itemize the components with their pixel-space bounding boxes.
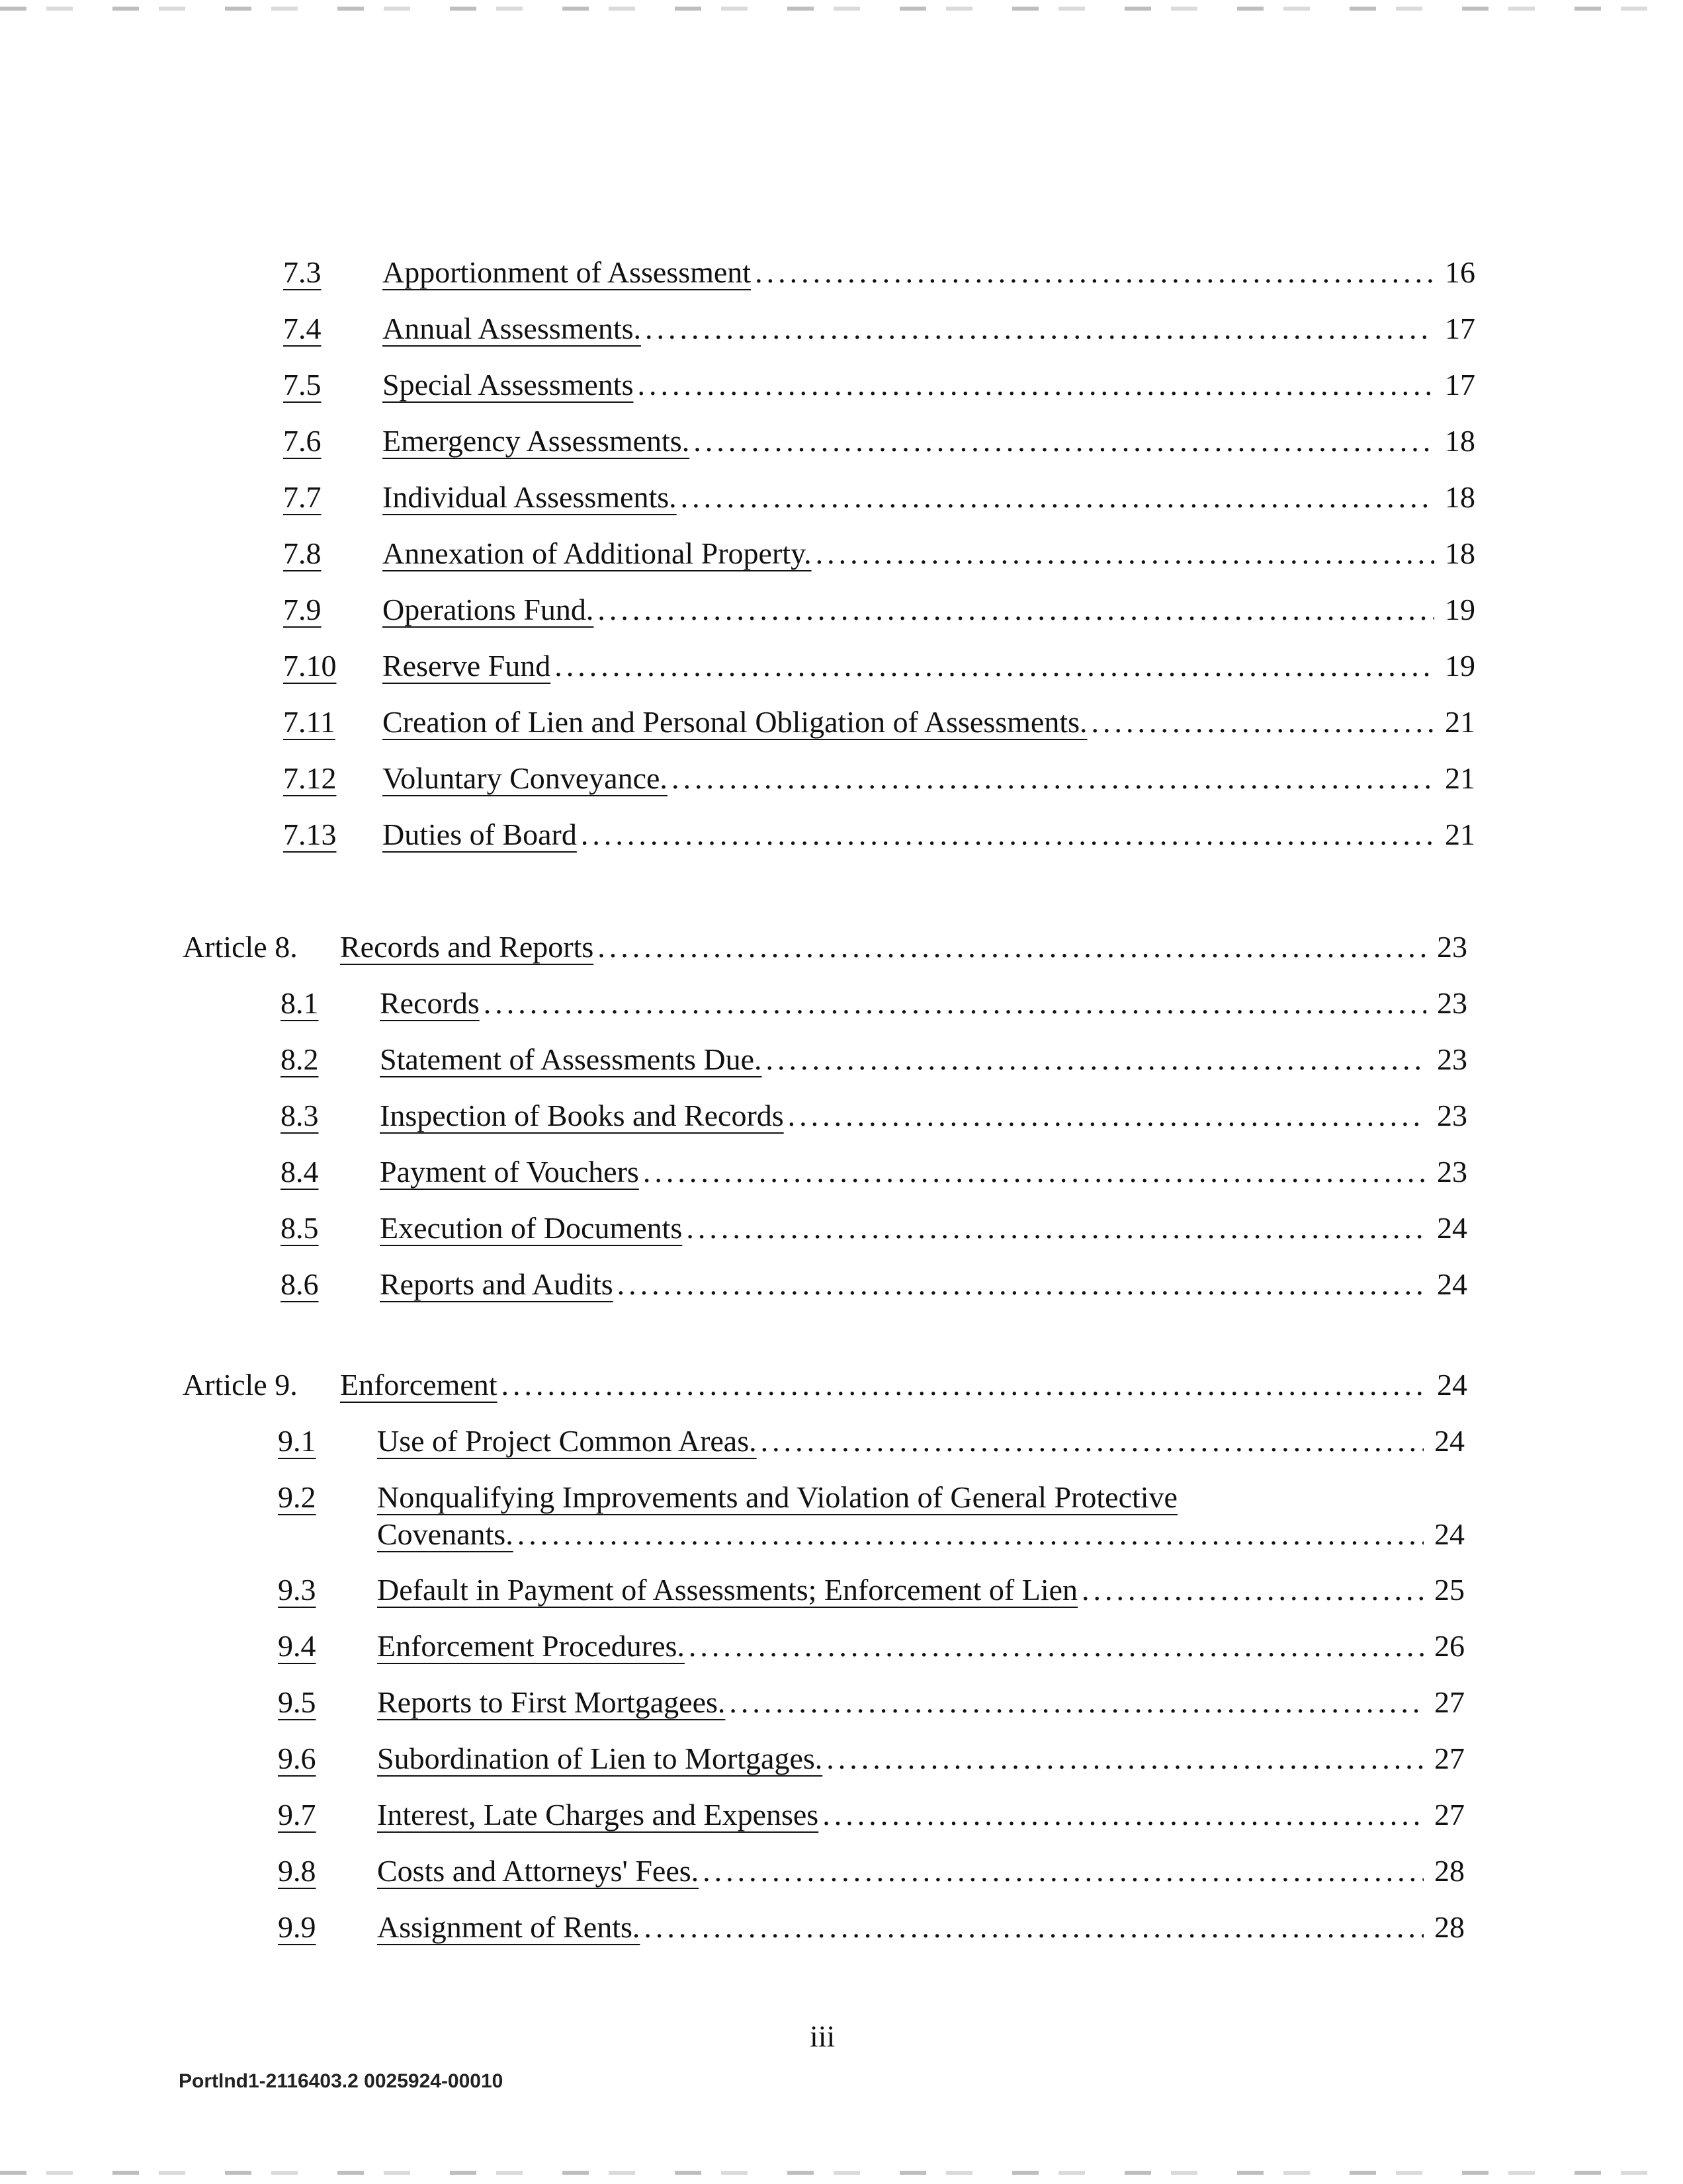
- section-number: 8.1: [280, 986, 319, 1020]
- page-number: 23: [1437, 930, 1467, 964]
- toc-entry-row[interactable]: [0, 807, 1683, 863]
- toc-entry: [380, 985, 1467, 1022]
- section-title: Reserve Fund: [382, 649, 551, 683]
- page-number: 17: [1445, 312, 1475, 345]
- section-number: 9.2: [278, 1480, 316, 1514]
- page-number: 24: [1437, 1368, 1467, 1402]
- toc-entry: [380, 1097, 1467, 1134]
- scan-artifact-bottom: [0, 2171, 1683, 2175]
- dot-leader: [597, 929, 1426, 966]
- toc-entry-row[interactable]: [0, 1032, 1683, 1088]
- section-number: 7.13: [283, 818, 337, 851]
- toc-entry: [377, 1628, 1465, 1665]
- toc-entry: [377, 1516, 1465, 1553]
- section-title: Apportionment of Assessment: [382, 255, 752, 289]
- toc-entry-row[interactable]: [0, 1731, 1683, 1787]
- page-number: 27: [1434, 1742, 1465, 1775]
- page-number: 18: [1445, 536, 1475, 570]
- toc-entry: [377, 1740, 1465, 1777]
- toc-entry-row[interactable]: [0, 1200, 1683, 1257]
- dot-leader: [554, 648, 1434, 685]
- dot-leader: [644, 1909, 1424, 1946]
- section-title: Special Assessments: [382, 368, 634, 401]
- dot-leader: [693, 423, 1434, 460]
- section-title-line1: Nonqualifying Improvements and Violation of General Protective: [377, 1480, 1178, 1514]
- toc-entry: [382, 366, 1475, 403]
- dot-leader: [816, 535, 1434, 572]
- dot-leader: [689, 1628, 1424, 1665]
- section-number: 8.6: [280, 1267, 319, 1301]
- section-number: 7.3: [283, 255, 322, 289]
- toc-entry-row[interactable]: [0, 1675, 1683, 1731]
- toc-entry: [382, 535, 1475, 572]
- section-number: 9.3: [278, 1573, 316, 1607]
- toc-entry-row[interactable]: [0, 413, 1683, 470]
- toc-entry: [382, 479, 1475, 516]
- page-number: 16: [1445, 255, 1475, 289]
- page-number: 21: [1445, 818, 1475, 851]
- section-number: 7.9: [283, 593, 322, 626]
- toc-entry: [382, 816, 1475, 853]
- section-title: Execution of Documents: [380, 1211, 683, 1245]
- page-number: 23: [1437, 1042, 1467, 1076]
- section-title: Default in Payment of Assessments; Enforcement of Lien: [377, 1573, 1078, 1607]
- section-number: 9.1: [278, 1424, 316, 1458]
- page-number: 24: [1437, 1211, 1467, 1245]
- toc-entry: [340, 1366, 1467, 1404]
- section-title: Annexation of Additional Property.: [382, 536, 812, 570]
- section-title: Reports and Audits: [380, 1267, 613, 1301]
- page-number: 19: [1445, 593, 1475, 626]
- section-title: Individual Assessments.: [382, 480, 677, 514]
- article-label: Article 9.: [183, 1368, 298, 1402]
- section-title: Emergency Assessments.: [382, 424, 690, 458]
- section-number: 7.5: [283, 368, 322, 401]
- dot-leader: [703, 1853, 1424, 1890]
- toc-entry-row[interactable]: [0, 1413, 1683, 1470]
- page-number: 18: [1445, 424, 1475, 458]
- section-title: Assignment of Rents.: [377, 1910, 640, 1944]
- dot-leader: [766, 1041, 1427, 1078]
- dot-leader: [643, 1154, 1426, 1191]
- toc-entry: [382, 423, 1475, 460]
- article-label: Article 8.: [183, 930, 298, 964]
- section-number: 7.8: [283, 536, 322, 570]
- article-title: Enforcement: [340, 1368, 497, 1402]
- toc-entry-row[interactable]: [0, 1900, 1683, 1956]
- dot-leader: [1092, 704, 1434, 741]
- dot-leader: [617, 1266, 1426, 1303]
- toc-entry-row[interactable]: [0, 1144, 1683, 1200]
- dot-leader: [788, 1097, 1426, 1134]
- page-number: 23: [1437, 1099, 1467, 1132]
- dot-leader: [484, 985, 1426, 1022]
- section-number: 8.2: [280, 1042, 319, 1076]
- section-number: 9.4: [278, 1629, 316, 1663]
- toc-entry-row[interactable]: [0, 357, 1683, 413]
- toc-entry-row[interactable]: [0, 1470, 1683, 1562]
- toc-article-heading[interactable]: [0, 1357, 1683, 1413]
- section-title: Covenants.: [377, 1517, 513, 1551]
- section-number: 8.4: [280, 1155, 319, 1189]
- section-number: 7.7: [283, 480, 322, 514]
- page-number: 23: [1437, 986, 1467, 1020]
- toc-article-9: [0, 1357, 1683, 1956]
- toc-entry-row[interactable]: [0, 1843, 1683, 1900]
- section-number: 7.11: [283, 705, 335, 739]
- toc-entry: [340, 929, 1467, 966]
- toc-entry: [377, 1684, 1465, 1721]
- section-title: Creation of Lien and Personal Obligation of Assessments.: [382, 705, 1088, 739]
- toc-entry: [380, 1041, 1467, 1078]
- section-title: Reports to First Mortgagees.: [377, 1685, 726, 1719]
- dot-leader: [761, 1423, 1424, 1460]
- section-number: 7.10: [283, 649, 337, 683]
- dot-leader: [501, 1366, 1426, 1404]
- toc-entry-row[interactable]: [0, 751, 1683, 807]
- section-title: Records: [380, 986, 480, 1020]
- toc-article-8: [0, 919, 1683, 1313]
- toc-entry-row[interactable]: [0, 245, 1683, 301]
- toc-section-7: [0, 245, 1683, 863]
- section-title: Use of Project Common Areas.: [377, 1424, 757, 1458]
- section-number: 9.9: [278, 1910, 316, 1944]
- dot-leader: [729, 1684, 1424, 1721]
- toc-entry: [382, 310, 1475, 347]
- section-title: Duties of Board: [382, 818, 577, 851]
- footer-page-number: iii: [810, 2019, 836, 2053]
- page-number: 27: [1434, 1798, 1465, 1831]
- dot-leader: [597, 591, 1434, 628]
- dot-leader: [826, 1740, 1424, 1777]
- toc-article-9-rows: [0, 1413, 1683, 1956]
- toc-entry-row[interactable]: [0, 1787, 1683, 1843]
- section-number: 9.5: [278, 1685, 316, 1719]
- section-title: Statement of Assessments Due.: [380, 1042, 762, 1076]
- section-title: Voluntary Conveyance.: [382, 761, 668, 795]
- dot-leader: [681, 479, 1434, 516]
- page-number: 21: [1445, 761, 1475, 795]
- page-number: 19: [1445, 649, 1475, 683]
- footer-document-id: Portlnd1-2116403.2 0025924-00010: [179, 2070, 503, 2092]
- section-number: 8.5: [280, 1211, 319, 1245]
- toc-entry-row[interactable]: [0, 1618, 1683, 1675]
- dot-leader: [822, 1796, 1424, 1833]
- section-title: Subordination of Lien to Mortgages.: [377, 1742, 823, 1775]
- toc-entry-row[interactable]: [0, 1257, 1683, 1313]
- page-number: 23: [1437, 1155, 1467, 1189]
- toc-entry: [377, 1909, 1465, 1946]
- dot-leader: [755, 254, 1434, 291]
- toc-entry-row[interactable]: [0, 1088, 1683, 1144]
- page-number: 17: [1445, 368, 1475, 401]
- toc-entry: [380, 1210, 1467, 1247]
- toc-article-8-rows: [0, 976, 1683, 1313]
- toc-entry-row[interactable]: [0, 1562, 1683, 1618]
- dot-leader: [581, 816, 1434, 853]
- dot-leader: [686, 1210, 1426, 1247]
- toc-entry: [377, 1853, 1465, 1890]
- toc-entry: [382, 648, 1475, 685]
- toc-entry-row[interactable]: [0, 976, 1683, 1032]
- dot-leader: [671, 760, 1434, 797]
- toc-entry: [377, 1423, 1465, 1460]
- section-number: 9.6: [278, 1742, 316, 1775]
- dot-leader: [517, 1516, 1424, 1553]
- toc-entry-row[interactable]: [0, 582, 1683, 638]
- toc-article-heading[interactable]: [0, 919, 1683, 976]
- section-number: 7.12: [283, 761, 337, 795]
- scan-artifact-top: [0, 7, 1683, 11]
- page-number: 21: [1445, 705, 1475, 739]
- page-number: 25: [1434, 1573, 1465, 1607]
- section-title: Interest, Late Charges and Expenses: [377, 1798, 819, 1831]
- dot-leader: [645, 310, 1434, 347]
- page-number: 24: [1437, 1267, 1467, 1301]
- toc-entry: [377, 1796, 1465, 1833]
- section-number: 7.4: [283, 312, 322, 345]
- dot-leader: [637, 366, 1434, 403]
- toc-entry: [382, 704, 1475, 741]
- page-number: 28: [1434, 1854, 1465, 1888]
- toc-entry: [382, 760, 1475, 797]
- page-number: 18: [1445, 480, 1475, 514]
- section-title: Annual Assessments.: [382, 312, 641, 345]
- section-number: 7.6: [283, 424, 322, 458]
- article-title: Records and Reports: [340, 930, 594, 964]
- toc-entry: [382, 254, 1475, 291]
- toc-entry: [380, 1154, 1467, 1191]
- page-number: 26: [1434, 1629, 1465, 1663]
- page-number: 28: [1434, 1910, 1465, 1944]
- toc-entry-row[interactable]: [0, 638, 1683, 694]
- dot-leader: [1082, 1572, 1424, 1609]
- page-number: 24: [1434, 1424, 1465, 1458]
- section-title: Enforcement Procedures.: [377, 1629, 685, 1663]
- page-number: 27: [1434, 1685, 1465, 1719]
- toc-entry: [377, 1572, 1465, 1609]
- toc-entry-row[interactable]: [0, 526, 1683, 582]
- toc-entry-row[interactable]: [0, 694, 1683, 751]
- section-title: Payment of Vouchers: [380, 1155, 639, 1189]
- toc-entry-row[interactable]: [0, 301, 1683, 357]
- section-number: 8.3: [280, 1099, 319, 1132]
- toc-entry-row[interactable]: [0, 470, 1683, 526]
- section-number: 9.8: [278, 1854, 316, 1888]
- page-number: 24: [1434, 1517, 1465, 1551]
- section-title: Operations Fund.: [382, 593, 594, 626]
- section-title: Costs and Attorneys' Fees.: [377, 1854, 699, 1888]
- section-number: 9.7: [278, 1798, 316, 1831]
- section-title: Inspection of Books and Records: [380, 1099, 784, 1132]
- toc-entry: [382, 591, 1475, 628]
- toc-entry: [380, 1266, 1467, 1303]
